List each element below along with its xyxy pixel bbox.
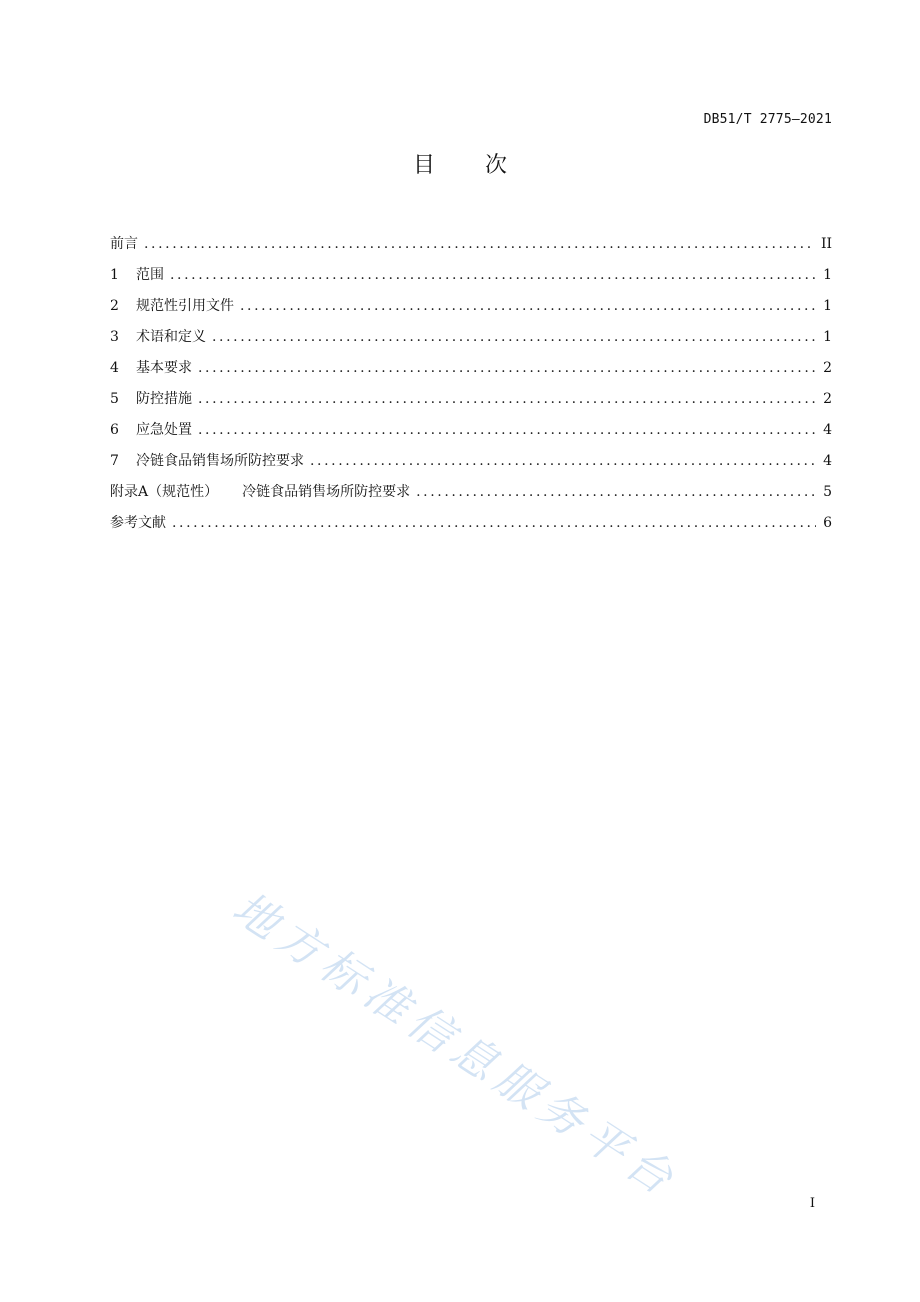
toc-entry-label: 规范性引用文件: [136, 298, 234, 314]
toc-entry-foreword[interactable]: [110, 233, 832, 264]
toc-entry-label: 基本要求: [136, 360, 192, 376]
toc-entry-page: 2: [823, 360, 832, 376]
toc-entry-control-measures[interactable]: [110, 388, 832, 419]
toc-leader-dots: [212, 329, 816, 345]
toc-entry-number: 1: [110, 267, 119, 283]
watermark: 地方标准信息服务平台: [223, 882, 688, 1209]
toc-entry-page: 1: [823, 329, 832, 345]
toc-entry-label: 范围: [136, 267, 164, 283]
toc-entry-label: 参考文献: [110, 515, 166, 531]
toc-entry-page: 6: [823, 515, 832, 531]
toc-appendix-prefix: 附录A（规范性）: [110, 484, 219, 500]
toc-entry-number: 4: [110, 360, 119, 376]
toc-entry-number: 5: [110, 391, 119, 407]
toc-entry-page: 1: [823, 298, 832, 314]
toc-entry-label: 前言: [110, 236, 138, 252]
title-part-2: 次: [485, 153, 508, 178]
toc-leader-dots: [198, 360, 816, 376]
toc-entry-label: 术语和定义: [136, 329, 206, 345]
toc-entry-bibliography[interactable]: [110, 512, 832, 543]
toc-leader-dots: [172, 515, 816, 531]
toc-entry-label: 应急处置: [136, 422, 192, 438]
toc-entry-number: 6: [110, 422, 119, 438]
toc-entry-page: 1: [823, 267, 832, 283]
toc-entry-number: 2: [110, 298, 119, 314]
toc-entry-page: 4: [823, 422, 832, 438]
toc-leader-dots: [198, 391, 816, 407]
toc-entry-scope[interactable]: [110, 264, 832, 295]
toc-entry-page: 4: [823, 453, 832, 469]
table-of-contents: [110, 233, 832, 543]
page-number: I: [809, 1196, 815, 1211]
toc-entry-appendix-a[interactable]: [110, 481, 832, 512]
toc-entry-number: 3: [110, 329, 119, 345]
toc-leader-dots: [144, 236, 815, 252]
toc-leader-dots: [310, 453, 816, 469]
toc-leader-dots: [198, 422, 816, 438]
document-code: DB51/T 2775—2021: [703, 112, 832, 127]
toc-entry-page: 5: [823, 484, 832, 500]
toc-entry-label: 冷链食品销售场所防控要求: [136, 453, 304, 469]
toc-entry-basic-requirements[interactable]: [110, 357, 832, 388]
toc-leader-dots: [240, 298, 816, 314]
toc-entry-emergency-response[interactable]: [110, 419, 832, 450]
toc-entry-normative-references[interactable]: [110, 295, 832, 326]
toc-entry-cold-chain-requirements[interactable]: [110, 450, 832, 481]
title-part-1: 目: [412, 153, 435, 178]
page-title: [0, 148, 920, 179]
toc-entry-number: 7: [110, 453, 119, 469]
toc-leader-dots: [170, 267, 816, 283]
toc-leader-dots: [416, 484, 816, 500]
toc-entry-label: 防控措施: [136, 391, 192, 407]
toc-entry-page: 2: [823, 391, 832, 407]
toc-entry-terms[interactable]: [110, 326, 832, 357]
toc-entry-label: 冷链食品销售场所防控要求: [242, 484, 411, 500]
toc-entry-page: II: [820, 236, 832, 252]
